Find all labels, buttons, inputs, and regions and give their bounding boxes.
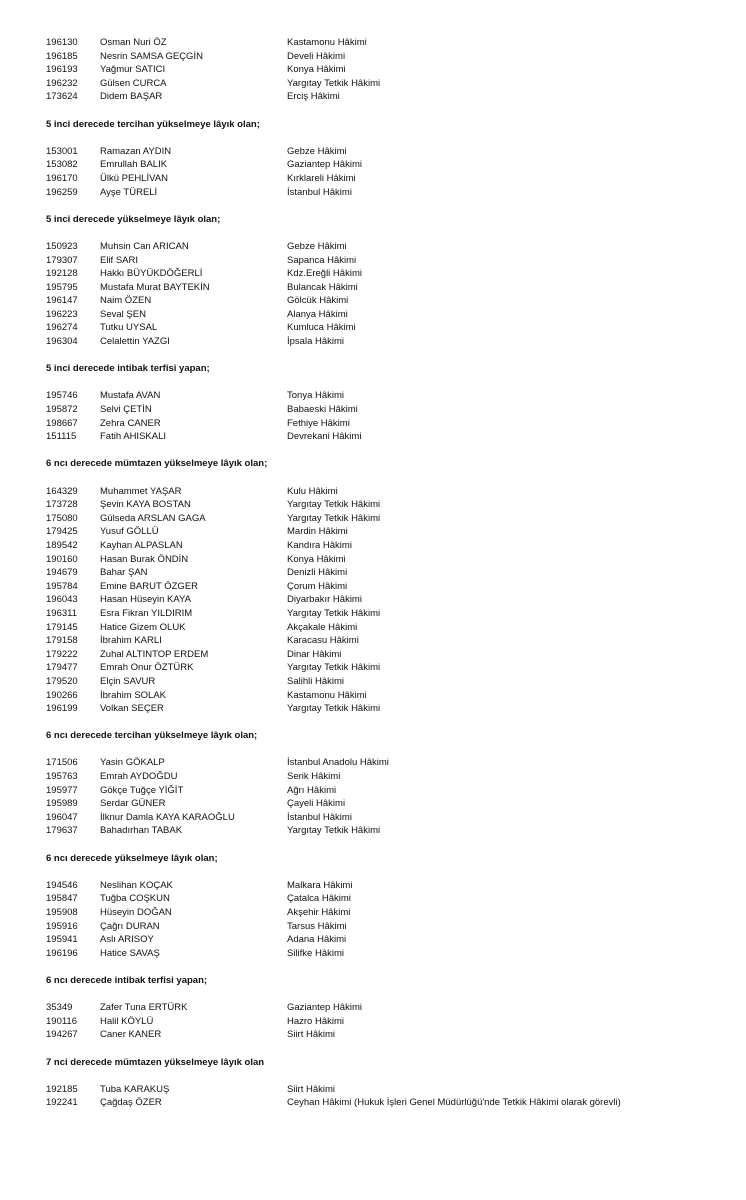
section-title: 6 ncı derecede tercihan yükselmeye lâyık olan; bbox=[46, 730, 258, 742]
registry-number: 153082 bbox=[46, 159, 78, 171]
section-title: 7 nci derecede mümtazen yükselmeye lâyık olan bbox=[46, 1056, 265, 1068]
registry-number: 151115 bbox=[46, 431, 77, 443]
judge-name: Yasin GÖKALP bbox=[100, 757, 165, 769]
judge-name: Emine BARUT ÖZGER bbox=[100, 580, 199, 592]
assignment: Tarsus Hâkimi bbox=[287, 920, 347, 932]
assignment: Gaziantep Hâkimi bbox=[287, 159, 362, 171]
record-row bbox=[46, 634, 736, 648]
assignment: Kumluca Hâkimi bbox=[287, 322, 356, 334]
judge-name: Halil KÖYLÜ bbox=[100, 1015, 154, 1027]
assignment: İstanbul Hâkimi bbox=[287, 811, 352, 823]
record-row bbox=[46, 621, 736, 635]
registry-number: 196047 bbox=[46, 811, 78, 823]
assignment: Ağrı Hâkimi bbox=[287, 784, 337, 796]
assignment: Ceyhan Hâkimi (Hukuk İşleri Genel Müdürlüğü'nde Tetkik Hâkimi olarak görevli) bbox=[287, 1097, 621, 1109]
assignment: Gölcük Hâkimi bbox=[287, 295, 349, 307]
assignment: Gaziantep Hâkimi bbox=[287, 1002, 362, 1014]
record-list bbox=[46, 1001, 736, 1042]
registry-number: 189542 bbox=[46, 539, 78, 551]
record-row bbox=[46, 906, 736, 920]
registry-number: 196185 bbox=[46, 50, 78, 62]
record-row bbox=[46, 593, 736, 607]
assignment: Devrekani Hâkimi bbox=[287, 431, 362, 443]
judge-name: Elif SARI bbox=[100, 254, 139, 266]
record-row bbox=[46, 512, 736, 526]
assignment: Çorum Hâkimi bbox=[287, 580, 348, 592]
registry-number: 190160 bbox=[46, 553, 78, 565]
record-row bbox=[46, 1096, 736, 1110]
assignment: Babaeski Hâkimi bbox=[287, 404, 358, 416]
judge-name: Gökçe Tuğçe YİĞİT bbox=[100, 784, 184, 796]
registry-number: 196311 bbox=[46, 607, 77, 619]
record-row bbox=[46, 824, 736, 838]
record-list bbox=[46, 879, 736, 961]
judge-name: Gülseda ARSLAN GAGA bbox=[100, 512, 206, 524]
judge-name: Bahadırhan TABAK bbox=[100, 825, 183, 837]
section bbox=[46, 36, 736, 104]
judge-name: Elçin SAVUR bbox=[100, 675, 156, 687]
record-row bbox=[46, 566, 736, 580]
assignment: Kulu Hâkimi bbox=[287, 485, 338, 497]
assignment: Çatalca Hâkimi bbox=[287, 893, 351, 905]
assignment: Kastamonu Hâkimi bbox=[287, 37, 367, 48]
record-row bbox=[46, 947, 736, 961]
judge-name: Çağdaş ÖZER bbox=[100, 1097, 162, 1109]
judge-name: Hüseyin DOĞAN bbox=[100, 907, 172, 918]
record-row bbox=[46, 920, 736, 934]
assignment: Kastamonu Hâkimi bbox=[287, 689, 367, 701]
record-list bbox=[46, 145, 736, 199]
judge-name: Ayşe TÜRELİ bbox=[100, 186, 158, 198]
registry-number: 196147 bbox=[46, 295, 78, 307]
record-row bbox=[46, 77, 736, 91]
record-row bbox=[46, 811, 736, 825]
judge-name: Yağmur SATICI bbox=[100, 64, 166, 76]
judge-name: Hakkı BÜYÜKDÖĞERLİ bbox=[100, 268, 203, 280]
assignment: Hazro Hâkimi bbox=[287, 1015, 345, 1027]
record-row bbox=[46, 525, 736, 539]
record-row bbox=[46, 648, 736, 662]
registry-number: 196304 bbox=[46, 336, 78, 348]
judge-name: Selvi ÇETİN bbox=[100, 404, 152, 416]
section-title: 5 inci derecede yükselmeye lâyık olan; bbox=[46, 213, 221, 225]
registry-number: 179637 bbox=[46, 825, 78, 837]
record-list bbox=[46, 756, 736, 838]
assignment: Salihli Hâkimi bbox=[287, 675, 345, 687]
registry-number: 196170 bbox=[46, 172, 78, 184]
registry-number: 195977 bbox=[46, 784, 78, 796]
record-row bbox=[46, 1028, 736, 1042]
record-row bbox=[46, 36, 736, 50]
assignment: Yargıtay Tetkik Hâkimi bbox=[287, 607, 381, 619]
registry-number: 190266 bbox=[46, 689, 78, 701]
judge-name: Celalettin YAZGI bbox=[100, 336, 170, 348]
assignment: Konya Hâkimi bbox=[287, 64, 346, 76]
registry-number: 171506 bbox=[46, 757, 78, 769]
registry-number: 196199 bbox=[46, 703, 78, 715]
assignment: Siirt Hâkimi bbox=[287, 1083, 336, 1095]
assignment: Çayeli Hâkimi bbox=[287, 798, 346, 810]
registry-number: 195989 bbox=[46, 798, 78, 810]
registry-number: 196274 bbox=[46, 322, 78, 334]
record-row bbox=[46, 770, 736, 784]
assignment: Tonya Hâkimi bbox=[287, 390, 345, 402]
judge-name: Nesrin SAMSA GEÇGİN bbox=[100, 50, 203, 62]
record-row bbox=[46, 539, 736, 553]
registry-number: 179307 bbox=[46, 254, 78, 266]
registry-number: 196232 bbox=[46, 77, 78, 89]
judge-name: Hatice SAVAŞ bbox=[100, 947, 160, 959]
registry-number: 196259 bbox=[46, 186, 78, 198]
record-row bbox=[46, 308, 736, 322]
assignment: Akçakale Hâkimi bbox=[287, 621, 358, 633]
record-row bbox=[46, 498, 736, 512]
registry-number: 179158 bbox=[46, 635, 78, 647]
section bbox=[46, 118, 736, 200]
judge-name: Serdar GÜNER bbox=[100, 798, 166, 810]
registry-number: 192128 bbox=[46, 268, 78, 280]
judge-name: Emrah Onur ÖZTÜRK bbox=[100, 662, 194, 674]
registry-number: 196043 bbox=[46, 594, 78, 606]
registry-number: 196130 bbox=[46, 37, 78, 48]
judge-name: Volkan SEÇER bbox=[100, 703, 164, 715]
assignment: İstanbul Hâkimi bbox=[287, 186, 352, 198]
record-row bbox=[46, 879, 736, 893]
assignment: Karacasu Hâkimi bbox=[287, 635, 359, 647]
assignment: Kdz.Ereğli Hâkimi bbox=[287, 268, 362, 280]
judge-name: İbrahim SOLAK bbox=[100, 689, 166, 701]
judge-name: Didem BAŞAR bbox=[100, 91, 163, 103]
registry-number: 164329 bbox=[46, 485, 78, 497]
judge-name: Mustafa AVAN bbox=[100, 390, 161, 402]
assignment: Yargıtay Tetkik Hâkimi bbox=[287, 825, 381, 837]
assignment: Fethiye Hâkimi bbox=[287, 417, 350, 429]
record-row bbox=[46, 797, 736, 811]
registry-number: 179222 bbox=[46, 648, 78, 660]
assignment: Serik Hâkimi bbox=[287, 771, 341, 783]
registry-number: 196223 bbox=[46, 308, 78, 320]
record-row bbox=[46, 403, 736, 417]
registry-number: 195795 bbox=[46, 281, 78, 293]
record-row bbox=[46, 321, 736, 335]
record-row bbox=[46, 267, 736, 281]
judge-name: Hasan Burak ÖNDİN bbox=[100, 553, 189, 565]
record-list bbox=[46, 36, 736, 104]
judge-name: Esra Fikran YILDIRIM bbox=[100, 607, 193, 619]
record-row bbox=[46, 294, 736, 308]
document-page bbox=[46, 36, 736, 1124]
assignment: Erciş Hâkimi bbox=[287, 91, 340, 103]
judge-name: Mustafa Murat BAYTEKİN bbox=[100, 281, 210, 293]
judge-name: Naim ÖZEN bbox=[100, 295, 152, 307]
assignment: Kandıra Hâkimi bbox=[287, 539, 352, 551]
registry-number: 192241 bbox=[46, 1097, 78, 1109]
assignment: Dinar Hâkimi bbox=[287, 648, 342, 660]
registry-number: 179477 bbox=[46, 662, 78, 674]
judge-name: Seval ŞEN bbox=[100, 308, 146, 320]
judge-name: Hatice Gizem OLUK bbox=[100, 621, 186, 633]
judge-name: Emrah AYDOĞDU bbox=[100, 771, 178, 783]
record-row bbox=[46, 689, 736, 703]
section-title: 6 ncı derecede mümtazen yükselmeye lâyık olan; bbox=[46, 458, 268, 470]
assignment: Denizli Hâkimi bbox=[287, 567, 348, 579]
assignment: Konya Hâkimi bbox=[287, 553, 346, 565]
registry-number: 173624 bbox=[46, 91, 78, 103]
record-row bbox=[46, 90, 736, 104]
registry-number: 195784 bbox=[46, 580, 78, 592]
record-row bbox=[46, 145, 736, 159]
record-row bbox=[46, 186, 736, 200]
judge-name: İlknur Damla KAYA KARAOĞLU bbox=[100, 811, 235, 823]
record-row bbox=[46, 335, 736, 349]
record-row bbox=[46, 553, 736, 567]
judge-name: Zuhal ALTINTOP ERDEM bbox=[100, 648, 209, 660]
registry-number: 195763 bbox=[46, 771, 78, 783]
record-row bbox=[46, 240, 736, 254]
judge-name: Tuğba COŞKUN bbox=[100, 893, 170, 905]
assignment: Adana Hâkimi bbox=[287, 934, 347, 946]
registry-number: 195916 bbox=[46, 920, 78, 932]
record-row bbox=[46, 675, 736, 689]
judge-name: Osman Nuri ÖZ bbox=[100, 37, 167, 48]
assignment: Silifke Hâkimi bbox=[287, 947, 345, 959]
judge-name: Tutku UYSAL bbox=[100, 322, 158, 334]
judge-name: Muhammet YAŞAR bbox=[100, 485, 182, 497]
registry-number: 195941 bbox=[46, 934, 78, 946]
record-row bbox=[46, 389, 736, 403]
section-title: 6 ncı derecede intibak terfisi yapan; bbox=[46, 974, 208, 986]
registry-number: 195746 bbox=[46, 390, 78, 402]
assignment: Yargıtay Tetkik Hâkimi bbox=[287, 662, 381, 674]
registry-number: 35349 bbox=[46, 1002, 73, 1014]
assignment: Yargıtay Tetkik Hâkimi bbox=[287, 77, 381, 89]
record-row bbox=[46, 50, 736, 64]
registry-number: 190116 bbox=[46, 1015, 77, 1027]
judge-name: Çağrı DURAN bbox=[100, 920, 160, 932]
registry-number: 179145 bbox=[46, 621, 78, 633]
record-row bbox=[46, 892, 736, 906]
record-row bbox=[46, 1001, 736, 1015]
record-row bbox=[46, 607, 736, 621]
assignment: Develi Hâkimi bbox=[287, 50, 346, 62]
record-list bbox=[46, 389, 736, 443]
section-title: 6 ncı derecede yükselmeye lâyık olan; bbox=[46, 852, 218, 864]
judge-name: Emrullah BALIK bbox=[100, 159, 168, 171]
section bbox=[46, 1056, 736, 1110]
registry-number: 153001 bbox=[46, 145, 78, 157]
record-list bbox=[46, 1083, 736, 1110]
record-row bbox=[46, 784, 736, 798]
record-row bbox=[46, 1083, 736, 1097]
assignment: Mardin Hâkimi bbox=[287, 526, 348, 538]
judge-name: Ülkü PEHLİVAN bbox=[100, 172, 168, 184]
section-title: 5 inci derecede intibak terfisi yapan; bbox=[46, 363, 210, 375]
registry-number: 179520 bbox=[46, 675, 78, 687]
assignment: Akşehir Hâkimi bbox=[287, 907, 351, 918]
section bbox=[46, 729, 736, 838]
section bbox=[46, 362, 736, 444]
judge-name: Fatih AHISKALI bbox=[100, 431, 167, 443]
record-list bbox=[46, 240, 736, 349]
assignment: Gebze Hâkimi bbox=[287, 240, 347, 252]
record-row bbox=[46, 1015, 736, 1029]
judge-name: Neslihan KOÇAK bbox=[100, 879, 173, 891]
judge-name: Muhsin Can ARICAN bbox=[100, 240, 189, 252]
registry-number: 192185 bbox=[46, 1083, 78, 1095]
record-row bbox=[46, 661, 736, 675]
record-row bbox=[46, 417, 736, 431]
registry-number: 195908 bbox=[46, 907, 78, 918]
registry-number: 194546 bbox=[46, 879, 78, 891]
assignment: Yargıtay Tetkik Hâkimi bbox=[287, 512, 381, 524]
section bbox=[46, 974, 736, 1042]
registry-number: 179425 bbox=[46, 526, 78, 538]
record-row bbox=[46, 158, 736, 172]
record-row bbox=[46, 580, 736, 594]
record-row bbox=[46, 254, 736, 268]
record-row bbox=[46, 702, 736, 716]
section bbox=[46, 213, 736, 349]
judge-name: Zafer Tuna ERTÜRK bbox=[100, 1002, 188, 1014]
registry-number: 195872 bbox=[46, 404, 78, 416]
assignment: Malkara Hâkimi bbox=[287, 879, 353, 891]
assignment: Siirt Hâkimi bbox=[287, 1029, 336, 1041]
assignment: Kırklareli Hâkimi bbox=[287, 172, 356, 184]
judge-name: İbrahim KARLI bbox=[100, 635, 162, 647]
registry-number: 175080 bbox=[46, 512, 78, 524]
registry-number: 173728 bbox=[46, 499, 78, 511]
record-row bbox=[46, 430, 736, 444]
judge-name: Aslı ARISOY bbox=[100, 934, 154, 946]
assignment: Alanya Hâkimi bbox=[287, 308, 348, 320]
judge-name: Caner KANER bbox=[100, 1029, 162, 1041]
assignment: Bulancak Hâkimi bbox=[287, 281, 358, 293]
assignment: Gebze Hâkimi bbox=[287, 145, 347, 157]
assignment: Diyarbakır Hâkimi bbox=[287, 594, 362, 606]
assignment: İpsala Hâkimi bbox=[287, 336, 345, 348]
record-row bbox=[46, 933, 736, 947]
registry-number: 194267 bbox=[46, 1029, 78, 1041]
assignment: Yargıtay Tetkik Hâkimi bbox=[287, 499, 381, 511]
record-list bbox=[46, 485, 736, 716]
registry-number: 194679 bbox=[46, 567, 78, 579]
judge-name: Ramazan AYDIN bbox=[100, 145, 172, 157]
record-row bbox=[46, 756, 736, 770]
judge-name: Tuba KARAKUŞ bbox=[100, 1083, 170, 1095]
registry-number: 198667 bbox=[46, 417, 78, 429]
registry-number: 196196 bbox=[46, 947, 78, 959]
registry-number: 196193 bbox=[46, 64, 78, 76]
judge-name: Hasan Hüseyin KAYA bbox=[100, 594, 191, 606]
judge-name: Gülsen CURCA bbox=[100, 77, 167, 89]
registry-number: 195847 bbox=[46, 893, 78, 905]
record-row bbox=[46, 172, 736, 186]
judge-name: Bahar ŞAN bbox=[100, 567, 148, 579]
assignment: Sapanca Hâkimi bbox=[287, 254, 357, 266]
judge-name: Yusuf GÖLLÜ bbox=[100, 526, 159, 538]
judge-name: Şevin KAYA BOSTAN bbox=[100, 499, 191, 511]
section bbox=[46, 457, 736, 715]
record-row bbox=[46, 63, 736, 77]
assignment: Yargıtay Tetkik Hâkimi bbox=[287, 703, 381, 715]
registry-number: 150923 bbox=[46, 240, 78, 252]
record-row bbox=[46, 281, 736, 295]
judge-name: Kayhan ALPASLAN bbox=[100, 539, 183, 551]
section bbox=[46, 852, 736, 961]
record-row bbox=[46, 485, 736, 499]
assignment: İstanbul Anadolu Hâkimi bbox=[287, 757, 389, 769]
judge-name: Zehra CANER bbox=[100, 417, 161, 429]
section-title: 5 inci derecede tercihan yükselmeye lâyık olan; bbox=[46, 118, 260, 130]
